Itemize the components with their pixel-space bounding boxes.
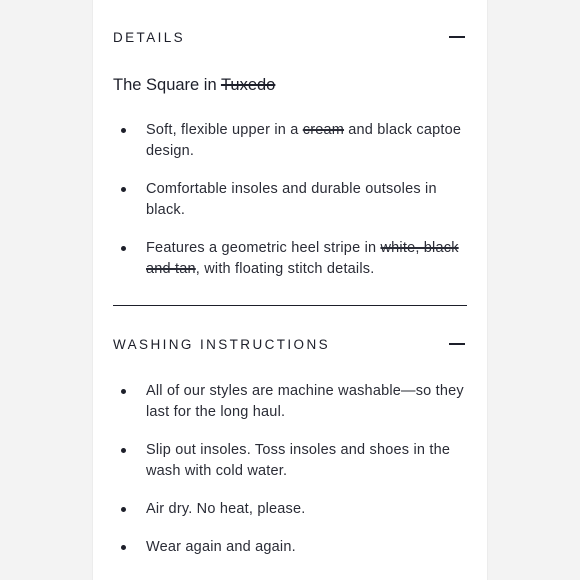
list-item [113,179,467,221]
product-name [113,76,275,95]
product-name-struck: Tuxedo [220,76,276,94]
list-item: Slip out insoles. Toss insoles and shoes in the wash with cold water. [113,440,467,482]
washing-header[interactable] [113,332,467,356]
list-item-text: , with floating stitch details. [195,261,375,277]
minus-icon[interactable] [449,36,465,38]
list-item-text: Soft, flexible upper in a [146,122,303,138]
product-info-panel [93,0,487,580]
product-name-prefix: The Square in [113,76,221,94]
list-item: Air dry. No heat, please. [113,499,467,520]
section-divider [113,305,467,306]
list-item-text: Comfortable insoles and durable outsoles in black. [146,181,437,218]
list-item: All of our styles are machine washable—so they last for the long haul. [113,381,467,423]
details-header[interactable] [113,25,467,49]
list-item-struck-text: white, black and tan [146,240,459,277]
details-list [113,120,467,280]
details-title: DETAILS [113,29,186,45]
list-item: Wear again and again. [113,537,467,558]
list-item [113,238,467,280]
washing-list [113,381,467,558]
list-item [113,120,467,162]
list-item-struck-text: cream [302,122,345,138]
minus-icon[interactable] [449,343,465,345]
list-item-text: Features a geometric heel stripe in [146,240,381,256]
washing-title: WASHING INSTRUCTIONS [113,336,331,352]
list-item-text: and black captoe design. [146,122,462,159]
